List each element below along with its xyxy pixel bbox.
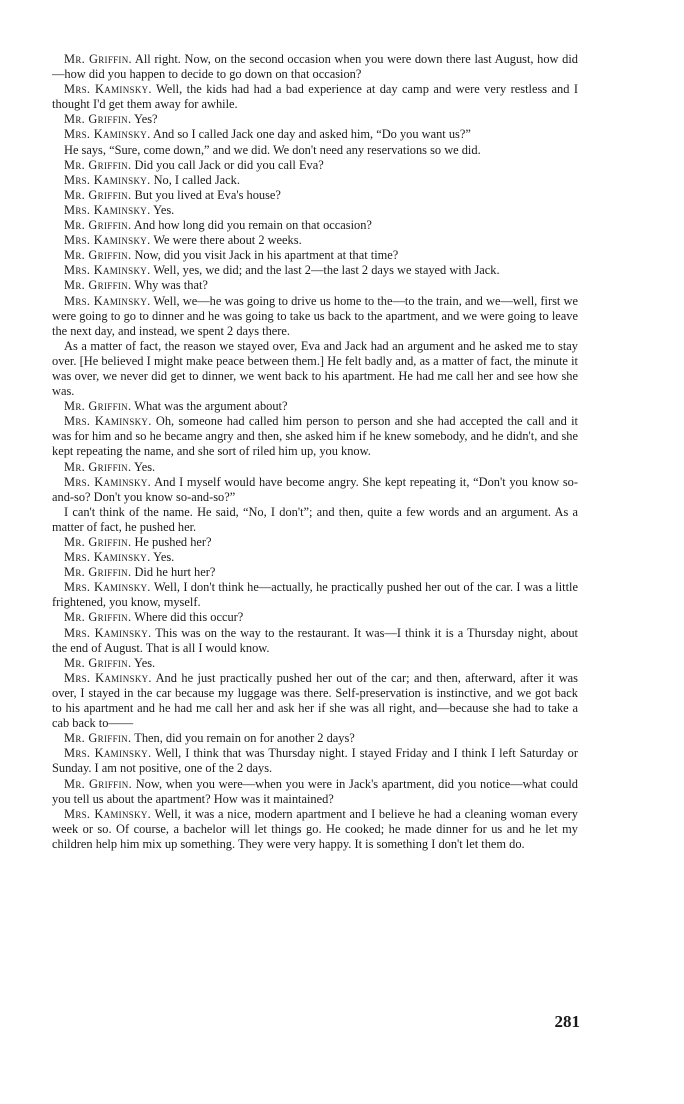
transcript-paragraph (52, 248, 578, 263)
speaker-name: Mr. Griffin. (64, 187, 132, 202)
testimony-text: Well, it was a nice, modern apartment and I believe he had a cleaning woman every week or so. Of course, a bachelor will let things go. He cooked; he made dinner for us and he let my children help him mix up something. They were very happy. It is something I don't let them do. (52, 806, 578, 851)
transcript-page (52, 52, 578, 852)
transcript-paragraph (52, 505, 578, 535)
speaker-name: Mr. Griffin. (64, 157, 132, 172)
testimony-text: He pushed her? (134, 535, 212, 549)
transcript-paragraph (52, 550, 578, 565)
transcript-paragraph (52, 399, 578, 414)
speaker-name: Mr. Griffin. (64, 610, 132, 625)
testimony-transcript (52, 52, 578, 852)
speaker-name: Mrs. Kaminsky. (64, 233, 151, 248)
testimony-text: Then, did you remain on for another 2 days? (134, 731, 355, 746)
testimony-text: Yes. (153, 550, 175, 565)
transcript-paragraph (52, 218, 578, 233)
speaker-name: Mr. Griffin. (64, 535, 132, 549)
speaker-name: Mrs. Kaminsky. (64, 172, 151, 187)
speaker-name: Mr. Griffin. (64, 52, 132, 66)
speaker-name: Mrs. Kaminsky. (64, 414, 152, 429)
transcript-paragraph (52, 475, 578, 505)
testimony-text: And he just practically pushed her out of the car; and then, afterward, after it was over, I stayed in the car because my luggage was there. Self-preservation is instinctive, and we got back to his apartment and he had me call her and ask her if she was all right, and—because she had to take a cab back to—— (52, 670, 578, 731)
testimony-text: But you lived at Eva's house? (134, 187, 281, 202)
testimony-text: And so I called Jack one day and asked him, “Do you want us?” (152, 127, 471, 142)
speaker-name: Mr. Griffin. (64, 731, 132, 746)
speaker-name: Mrs. Kaminsky. (64, 625, 152, 640)
speaker-name: Mrs. Kaminsky. (64, 293, 151, 308)
transcript-paragraph (52, 173, 578, 188)
transcript-paragraph (52, 112, 578, 127)
testimony-text: Oh, someone had called him person to person and she had accepted the call and it was for him and so he became angry and then, she asked him if he knew somebody, and he didn't, and she kept repeating the name, and she sort of riled him up, you know. (52, 414, 578, 459)
testimony-text: He says, “Sure, come down,” and we did. We don't need any reservations so we did. (64, 142, 481, 157)
testimony-text: Yes. (134, 655, 156, 670)
transcript-paragraph (52, 52, 578, 82)
speaker-name: Mrs. Kaminsky. (64, 263, 151, 278)
transcript-paragraph (52, 460, 578, 475)
transcript-paragraph (52, 263, 578, 278)
testimony-text: This was on the way to the restaurant. It was—I think it is a Thursday night, about the end of August. That is all I would know. (52, 625, 578, 655)
testimony-text: Where did this occur? (134, 610, 244, 625)
testimony-text: All right. Now, on the second occasion when you were down there last August, how did—how did you happen to decide to go down on that occasion? (52, 52, 578, 82)
transcript-paragraph (52, 671, 578, 731)
speaker-name: Mr. Griffin. (64, 565, 132, 580)
speaker-name: Mr. Griffin. (64, 278, 132, 293)
speaker-name: Mr. Griffin. (64, 218, 132, 233)
testimony-text: Yes. (153, 202, 175, 217)
transcript-paragraph (52, 143, 578, 158)
speaker-name: Mrs. Kaminsky. (64, 127, 151, 142)
speaker-name: Mr. Griffin. (64, 399, 132, 414)
speaker-name: Mr. Griffin. (64, 459, 132, 474)
transcript-paragraph (52, 746, 578, 776)
transcript-paragraph (52, 203, 578, 218)
testimony-text: Well, I think that was Thursday night. I stayed Friday and I think I left Saturday or Sunday. I am not positive, one of the 2 days. (52, 746, 578, 776)
transcript-paragraph (52, 294, 578, 339)
transcript-paragraph (52, 535, 578, 550)
testimony-text: As a matter of fact, the reason we stayed over, Eva and Jack had an argument and he asked me to stay over. [He believed I might make peace between them.] He felt badly and, as a matter of fact, the minute it was over, we never did get to dinner, we went back to his apartment. He had me call her and see how she was. (52, 338, 578, 399)
transcript-paragraph (52, 731, 578, 746)
transcript-paragraph (52, 233, 578, 248)
transcript-paragraph (52, 656, 578, 671)
testimony-text: And I myself would have become angry. She kept repeating it, “Don't you know so-and-so? Don't you know so-and-so?” (52, 474, 578, 504)
testimony-text: Now, did you visit Jack in his apartment at that time? (134, 248, 399, 263)
testimony-text: Did he hurt her? (134, 565, 216, 580)
speaker-name: Mrs. Kaminsky. (64, 670, 152, 685)
testimony-text: We were there about 2 weeks. (153, 233, 302, 248)
testimony-text: Now, when you were—when you were in Jack's apartment, did you notice—what could you tell us about the apartment? How was it maintained? (52, 776, 578, 806)
testimony-text: No, I called Jack. (153, 172, 240, 187)
testimony-text: Well, the kids had had a bad experience at day camp and were very restless and I thought I'd get them away for awhile. (52, 82, 578, 112)
testimony-text: Why was that? (134, 278, 208, 293)
testimony-text: Well, I don't think he—actually, he practically pushed her out of the car. I was a little frightened, you know, myself. (52, 580, 578, 610)
speaker-name: Mrs. Kaminsky. (64, 806, 152, 821)
testimony-text: Yes? (134, 112, 158, 127)
transcript-paragraph (52, 158, 578, 173)
transcript-paragraph (52, 807, 578, 852)
testimony-text: Well, we—he was going to drive us home to the—to the train, and we—well, first we were going to go to dinner and he was going to take us back to the apartment, and we were going to leave the next day, and instead, we spent 2 days there. (52, 293, 578, 338)
speaker-name: Mrs. Kaminsky. (64, 550, 151, 565)
testimony-text: And how long did you remain on that occasion? (133, 218, 372, 233)
testimony-text: I can't think of the name. He said, “No, I don't”; and then, quite a few words and an argument. As a matter of fact, he pushed her. (52, 504, 578, 534)
speaker-name: Mr. Griffin. (64, 776, 132, 791)
transcript-paragraph (52, 82, 578, 112)
transcript-paragraph (52, 580, 578, 610)
speaker-name: Mrs. Kaminsky. (64, 580, 151, 595)
testimony-text: Did you call Jack or did you call Eva? (134, 157, 324, 172)
transcript-paragraph (52, 339, 578, 399)
transcript-paragraph (52, 414, 578, 459)
speaker-name: Mrs. Kaminsky. (64, 746, 152, 761)
transcript-paragraph (52, 610, 578, 625)
speaker-name: Mr. Griffin. (64, 248, 132, 263)
page-number: 281 (554, 1012, 580, 1031)
speaker-name: Mrs. Kaminsky. (64, 474, 152, 489)
transcript-paragraph (52, 565, 578, 580)
testimony-text: What was the argument about? (134, 399, 288, 414)
testimony-text: Well, yes, we did; and the last 2—the last 2 days we stayed with Jack. (153, 263, 500, 278)
speaker-name: Mrs. Kaminsky. (64, 82, 152, 97)
transcript-paragraph (52, 278, 578, 293)
transcript-paragraph (52, 626, 578, 656)
speaker-name: Mr. Griffin. (64, 655, 132, 670)
transcript-paragraph (52, 777, 578, 807)
testimony-text: Yes. (134, 459, 156, 474)
transcript-paragraph (52, 188, 578, 203)
transcript-paragraph (52, 127, 578, 142)
speaker-name: Mr. Griffin. (64, 112, 132, 127)
speaker-name: Mrs. Kaminsky. (64, 202, 151, 217)
